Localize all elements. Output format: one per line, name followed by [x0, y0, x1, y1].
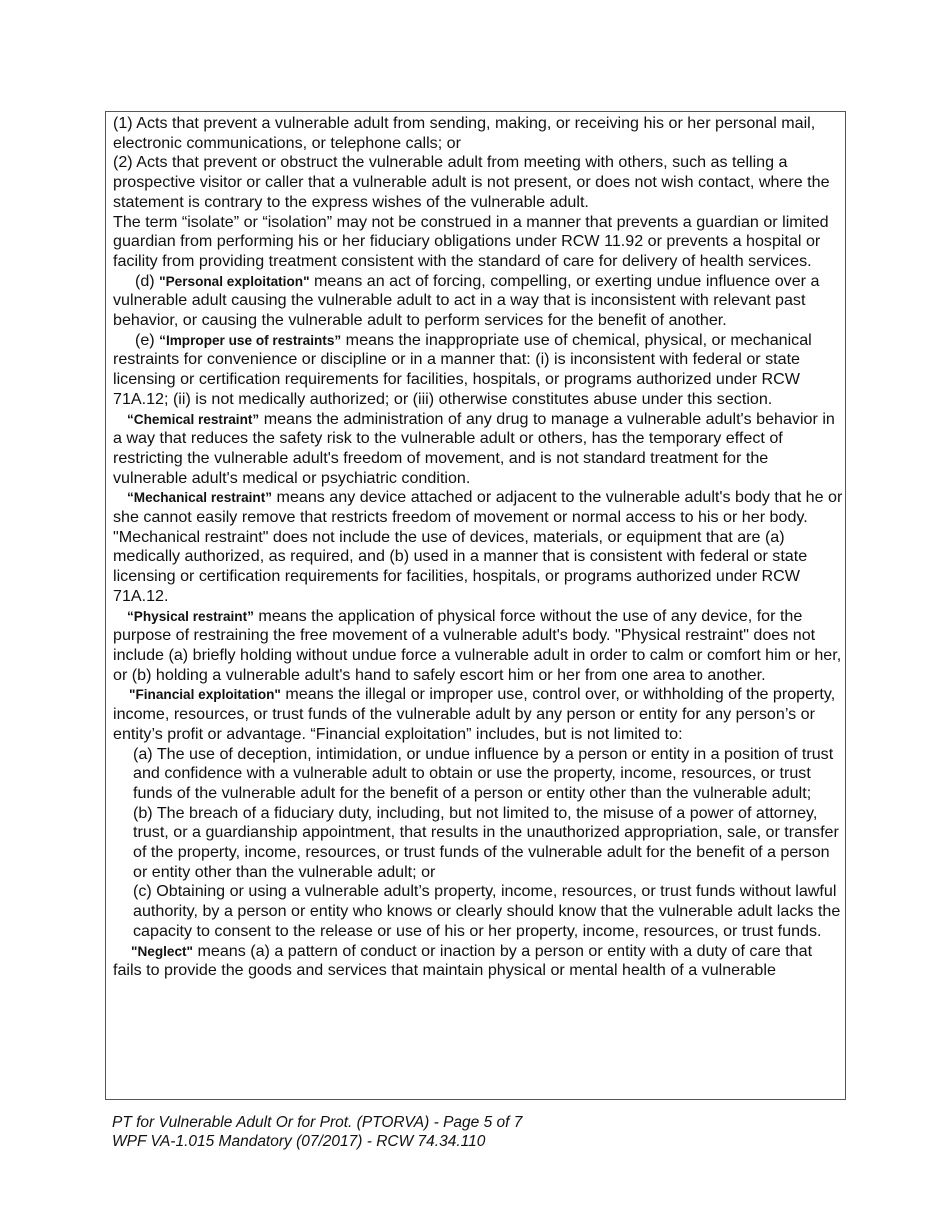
definition-financial-exploitation — [113, 685, 845, 744]
definition-chemical-restraint — [113, 410, 845, 489]
definition-prefix: (e) — [135, 330, 160, 349]
definition-text: means the illegal or improper use, control over, or withholding of the property, income, resources, or trust funds of the vulnerable adult by any person or entity for any person’s or entity’s profit or advantage. “Financial exploitation” includes, but is not limited to: — [113, 685, 836, 743]
definition-text: means any device attached or adjacent to the vulnerable adult's body that he or she cannot easily remove that restricts freedom of movement or normal access to his or her body. "Mechanical restraint" does not include the use of devices, materials, or equipment that are (a) medically authorized, as required, and (b) used in a manner that is consistent with federal or state licensing or certification requirements for facilities, hospitals, or programs authorized under RCW 71A.12. — [113, 488, 843, 605]
footer-form-title: PT for Vulnerable Adult Or for Prot. (PTORVA) - Page 5 of 7 — [112, 1114, 523, 1131]
term-neglect: "Neglect" — [131, 943, 193, 959]
term-improper-restraints: “Improper use of restraints” — [159, 332, 342, 348]
term-mechanical-restraint: “Mechanical restraint” — [127, 490, 273, 506]
definition-improper-restraints — [113, 331, 845, 410]
definition-mechanical-restraint — [113, 488, 845, 606]
paragraph-isolation-2: (2) Acts that prevent or obstruct the vulnerable adult from meeting with others, such as telling a prospective visitor or caller that a vulnerable adult is not present, or does not wish contact, where the statement is contrary to the express wishes of the vulnerable adult. — [113, 153, 830, 211]
definition-text: means (a) a pattern of conduct or inaction by a person or entity with a duty of care that fails to provide the goods and services that maintain physical or mental health of a vulnerable — [113, 941, 813, 980]
definition-text: means an act of forcing, compelling, or exerting undue influence over a vulnerable adult causing the vulnerable adult to act in a way that is inconsistent with relevant past behavior, or causing the vulnerable adult to perform services for the benefit of another. — [113, 271, 820, 330]
definition-prefix: (d) — [135, 271, 160, 290]
financial-item-b: (b) The breach of a fiduciary duty, including, but not limited to, the misuse of a power of attorney, trust, or a guardianship appointment, that results in the unauthorized appropriation, sale, or transfer of the property, income, resources, or trust funds of the vulnerable adult for the benefit of a person or entity other than the vulnerable adult; or — [133, 803, 839, 881]
financial-item-c: (c) Obtaining or using a vulnerable adult’s property, income, resources, or trust funds without lawful authority, by a person or entity who knows or clearly should know that the vulnerable adult lacks the capacity to consent to the release or use of his or her property, income, resources, or trust funds. — [133, 882, 841, 940]
paragraph-isolation-term: The term “isolate” or “isolation” may not be construed in a manner that prevents a guardian or limited guardian from performing his or her fiduciary obligations under RCW 11.92 or prevents a hospital or facility from providing treatment consistent with the standard of care for delivery of health services. — [113, 212, 829, 270]
form-text-frame — [105, 111, 846, 1100]
term-financial-exploitation: "Financial exploitation" — [129, 687, 281, 703]
definition-text: means the administration of any drug to manage a vulnerable adult's behavior in a way that reduces the safety risk to the vulnerable adult or others, has the temporary effect of restricting the vulnerable adult's freedom of movement, and is not standard treatment for the vulnerable adult's medical or psychiatric condition. — [113, 409, 835, 487]
page-footer — [112, 1113, 522, 1151]
definition-text: means the inappropriate use of chemical, physical, or mechanical restraints for convenience or discipline or in a manner that: (i) is inconsistent with federal or state licensing or certification requirements for facilities, hospitals, or programs authorized under RCW 71A.12; (ii) is not medically authorized; or (iii) otherwise constitutes abuse under this section. — [113, 330, 812, 408]
financial-item-a: (a) The use of deception, intimidation, or undue influence by a person or entity in a position of trust and confidence with a vulnerable adult to obtain or use the property, income, resources, or trust funds of the vulnerable adult for the benefit of a person or entity other than the vulnerable adult; — [133, 744, 834, 802]
paragraph-isolation-1: (1) Acts that prevent a vulnerable adult from sending, making, or receiving his or her personal mail, electronic communications, or telephone calls; or — [113, 114, 816, 152]
definition-neglect — [113, 942, 845, 981]
term-physical-restraint: “Physical restraint” — [127, 608, 254, 624]
definition-physical-restraint — [113, 607, 845, 686]
definition-text: means the application of physical force without the use of any device, for the purpose of restraining the free movement of a vulnerable adult's body. "Physical restraint" does not include (a) briefly holding without undue force a vulnerable adult in order to calm or comfort him or her, or (b) holding a vulnerable adult's hand to safely escort him or her from one area to another. — [113, 606, 842, 684]
form-body — [113, 114, 845, 981]
definition-personal-exploitation — [113, 272, 845, 331]
term-personal-exploitation: "Personal exploitation" — [159, 273, 310, 289]
term-chemical-restraint: “Chemical restraint” — [127, 411, 260, 427]
footer-form-id: WPF VA-1.015 Mandatory (07/2017) - RCW 74.34.110 — [112, 1133, 486, 1150]
